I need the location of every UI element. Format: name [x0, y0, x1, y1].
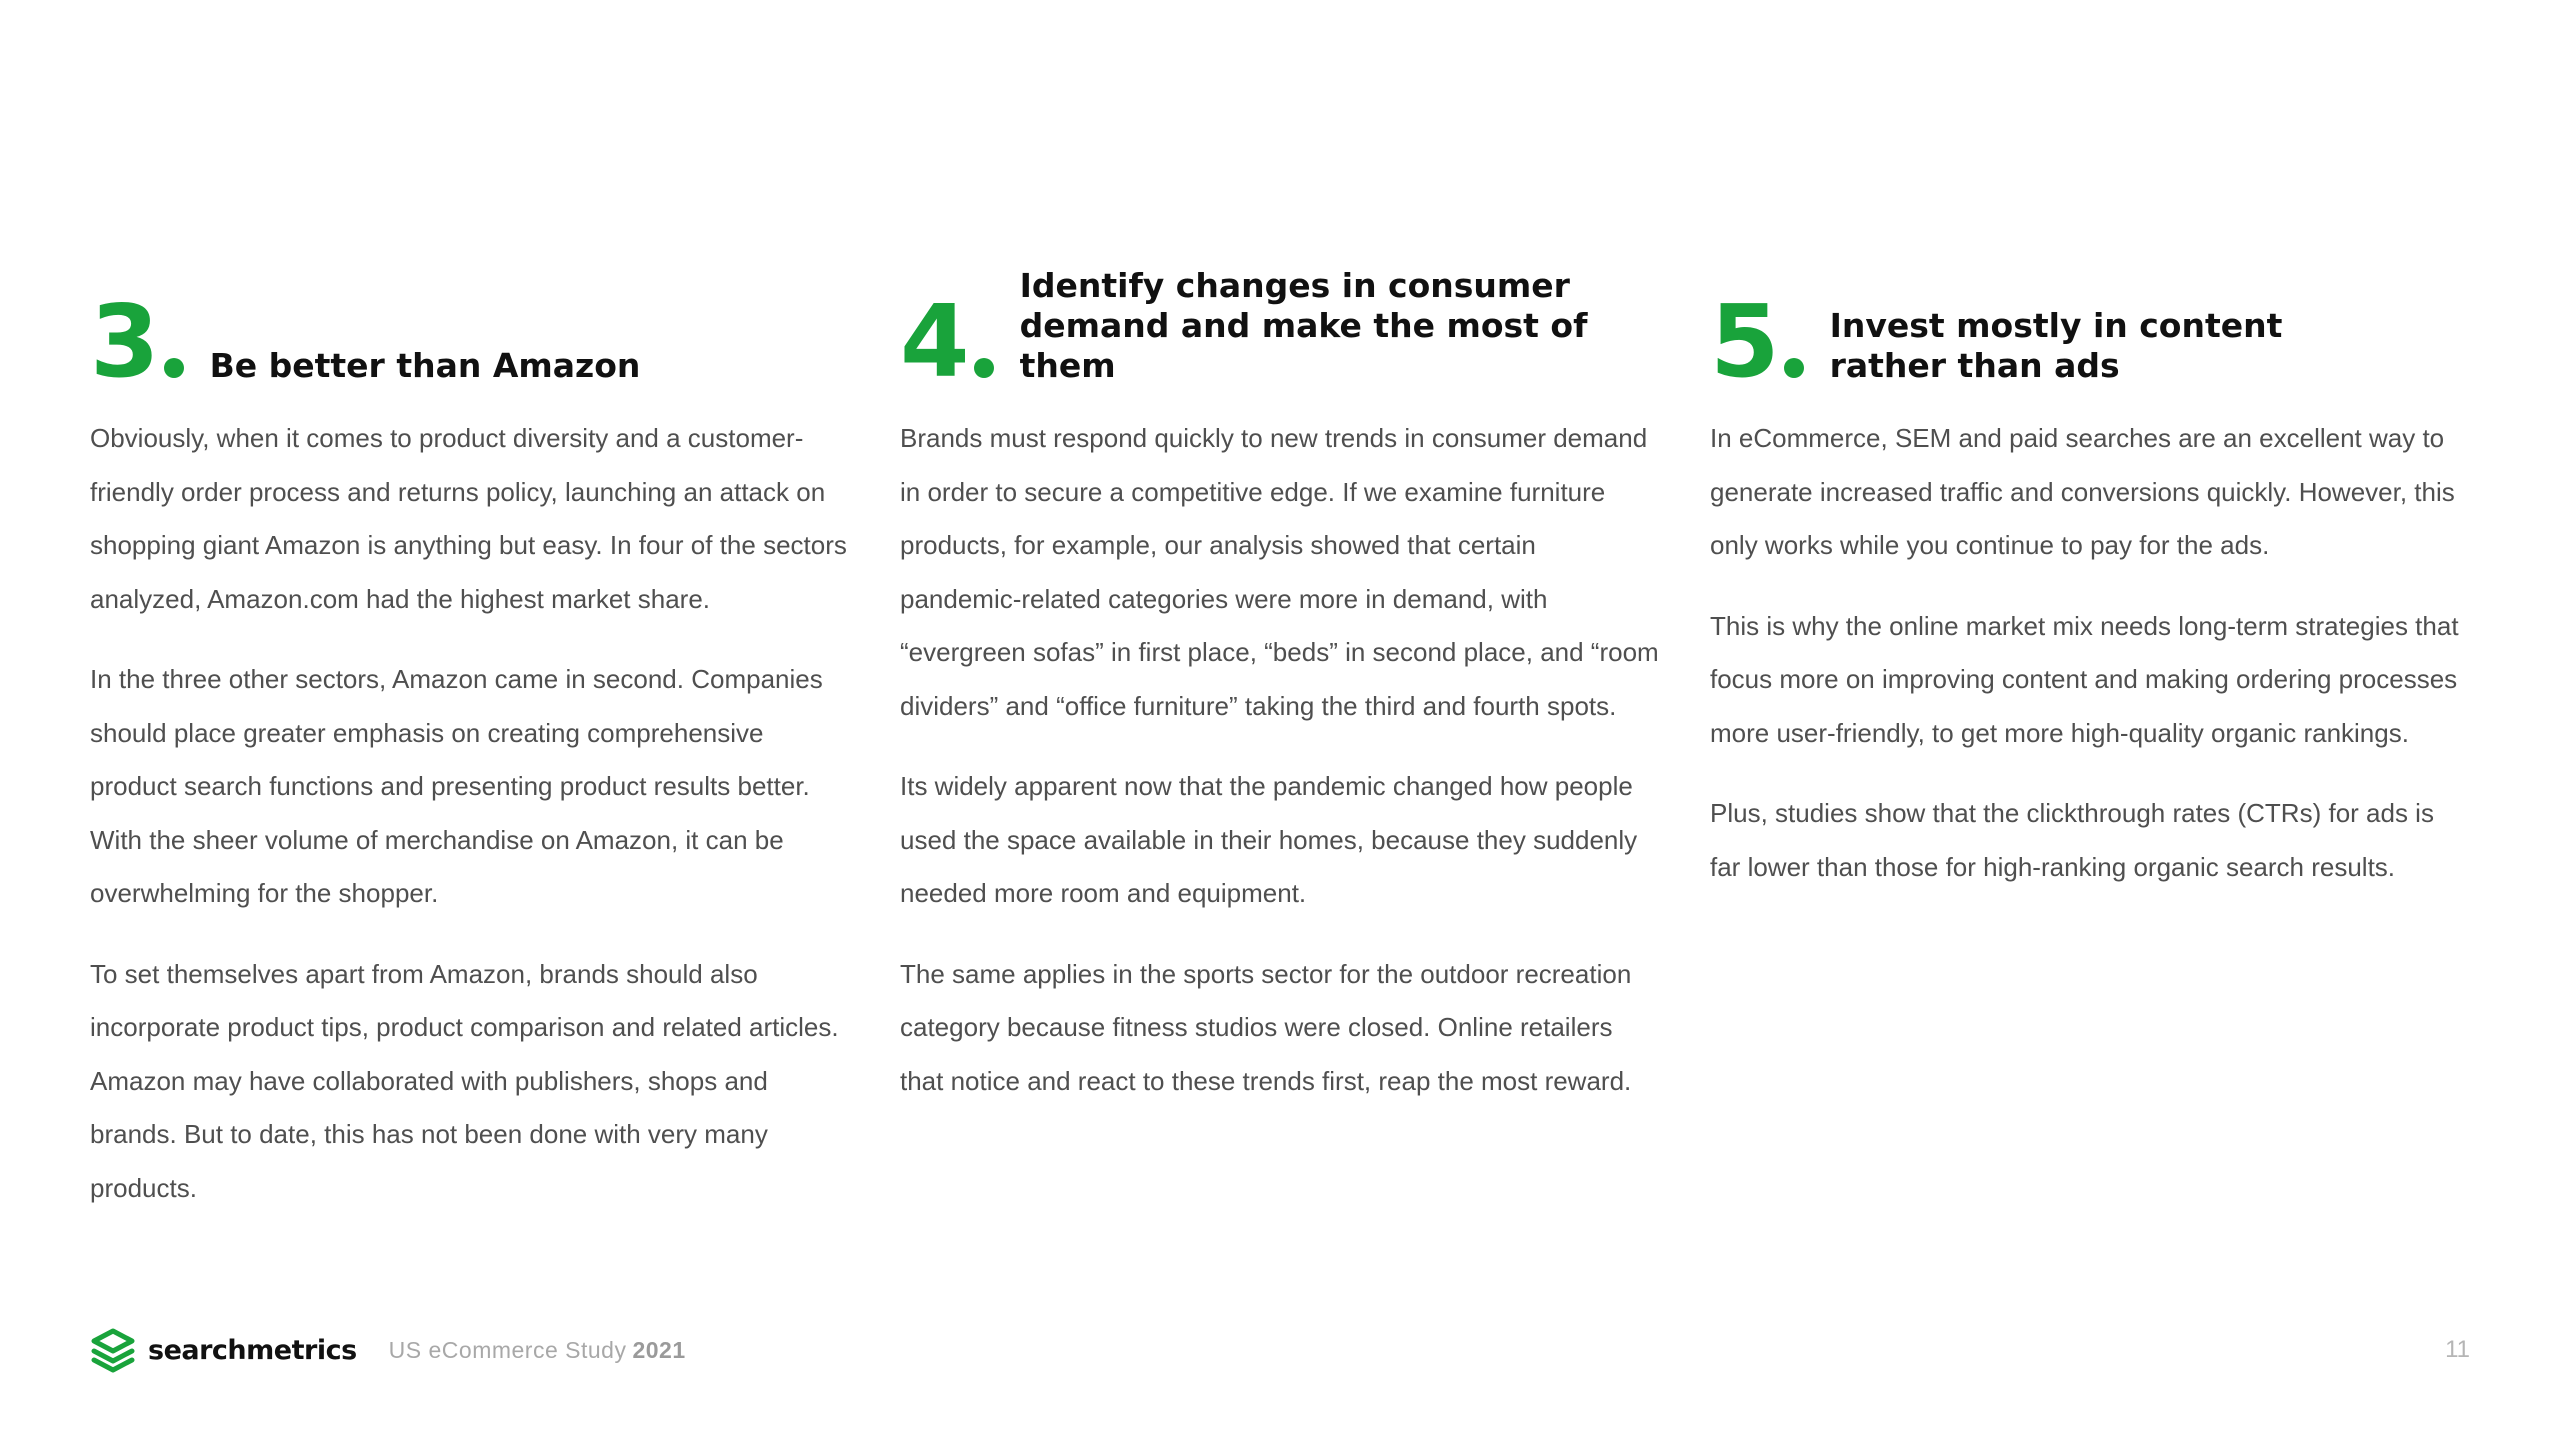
section-5 [1710, 283, 2470, 1242]
section-title: Be better than Amazon [209, 346, 641, 385]
paragraph: Obviously, when it comes to product diversity and a customer-friendly order process and returns policy, launching an attack on shopping giant Amazon is anything but easy. In four of the sectors analyzed, Amazon.com had the highest market share. [90, 423, 847, 614]
section-header [90, 283, 850, 400]
section-3 [90, 283, 850, 1242]
content-columns [90, 266, 2490, 1242]
paragraph: This is why the online market mix needs long-term strategies that focus more on improving content and making ordering processes more user-friendly, to get more high-quality organic rankings. [1710, 610, 2459, 748]
section-number [1710, 283, 1804, 400]
page-number: 11 [2445, 1336, 2470, 1363]
number-dot [164, 358, 184, 378]
section-title: Invest mostly in content rather than ads [1829, 306, 2283, 385]
searchmetrics-logo-icon [90, 1327, 136, 1373]
number-dot [1784, 358, 1804, 378]
section-header [1710, 283, 2470, 400]
study-label-text: US eCommerce Study [388, 1336, 627, 1363]
section-number-digit: 4 [900, 283, 966, 400]
study-label [389, 1337, 686, 1364]
section-number-digit: 5 [1710, 283, 1776, 400]
paragraph: The same applies in the sports sector for the outdoor recreation category because fitness studios were closed. Online retailers that notice and react to these trends first, reap the most reward. [900, 958, 1632, 1096]
study-year: 2021 [632, 1336, 686, 1363]
section-4 [900, 266, 1660, 1242]
section-title: Identify changes in consumer demand and make the most of them [1019, 266, 1588, 385]
paragraph: Its widely apparent now that the pandemic changed how people used the space available in their homes, because they suddenly needed more room and equipment. [900, 771, 1638, 908]
section-number-digit: 3 [90, 283, 156, 400]
paragraph: In eCommerce, SEM and paid searches are an excellent way to generate increased traffic and conversions quickly. However, this only works while you continue to pay for the ads. [1710, 423, 2455, 560]
brand-name: searchmetrics [148, 1334, 357, 1366]
section-number [900, 283, 994, 400]
paragraph: In the three other sectors, Amazon came in second. Companies should place greater emphasis on creating comprehensive product search functions and presenting product results better. With the sheer volume of merchandise on Amazon, it can be overwhelming for the shopper. [90, 664, 823, 908]
page-footer [90, 1325, 2470, 1375]
section-number [90, 283, 184, 400]
paragraph: To set themselves apart from Amazon, brands should also incorporate product tips, product comparison and related articles. Amazon may have collaborated with publishers, shops and brands. But to date, this has not been done with very many products. [90, 958, 839, 1203]
section-header [900, 266, 1660, 400]
number-dot [974, 358, 994, 378]
paragraph: Plus, studies show that the clickthrough rates (CTRs) for ads is far lower than those for high-ranking organic search results. [1710, 798, 2434, 882]
paragraph: Brands must respond quickly to new trends in consumer demand in order to secure a competitive edge. If we examine furniture products, for example, our analysis showed that certain pandemic-related categories were more in demand, with “evergreen sofas” in first place, “beds” in second place, and “room dividers” and “office furniture” taking the third and fourth spots. [900, 423, 1659, 721]
